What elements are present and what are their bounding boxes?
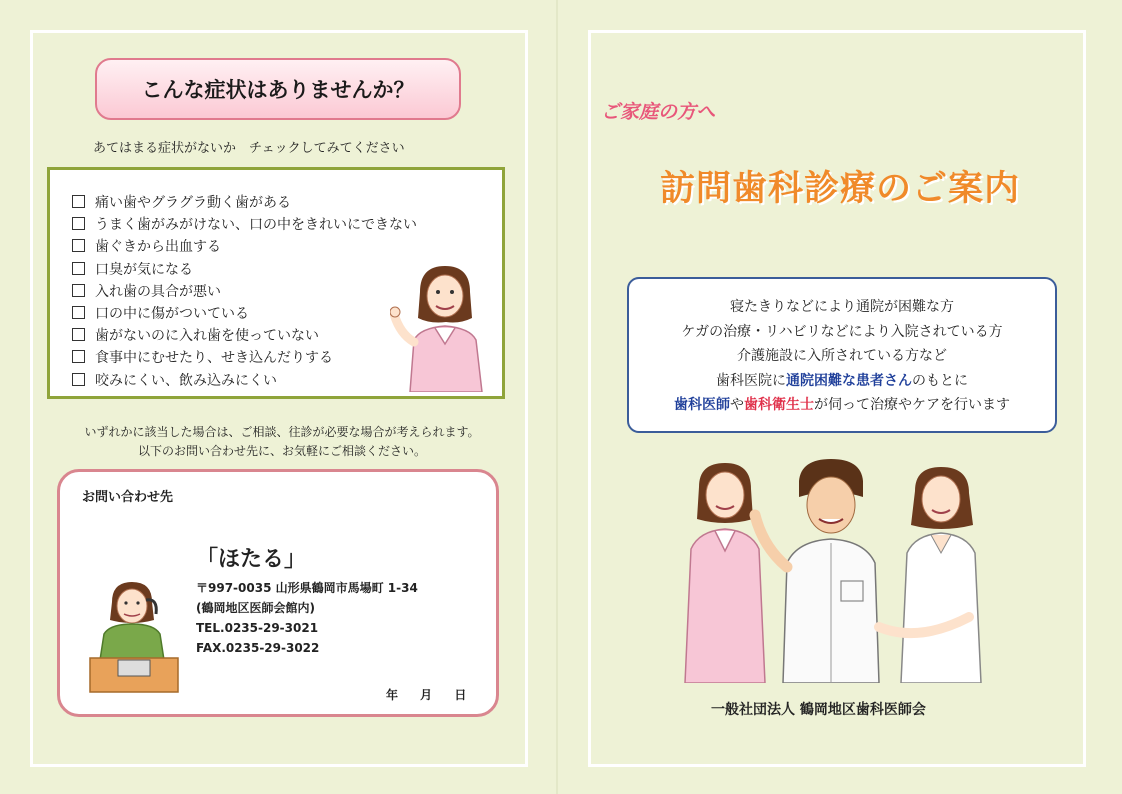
symptom-checklist [72, 192, 417, 392]
info-line: 寝たきりなどにより通院が困難な方 [730, 299, 954, 315]
symptom-title: こんな症状はありませんか？ [95, 58, 461, 120]
phone-operator-illustration [88, 580, 183, 695]
checkbox-icon[interactable] [72, 306, 85, 319]
contact-label: お問い合わせ先 [82, 490, 174, 505]
checkbox-icon[interactable] [72, 262, 85, 275]
contact-name: 「ほたる」 [196, 547, 307, 572]
checklist-item[interactable]: 口の中に傷がついている [72, 303, 417, 325]
checkbox-icon[interactable] [72, 350, 85, 363]
info-line: ケガの治療・リハビリなどにより入院されている方 [681, 323, 1003, 340]
checklist-item[interactable]: 咬みにくい、飲み込みにくい [72, 370, 417, 392]
checkbox-icon[interactable] [72, 328, 85, 341]
contact-fax: FAX.0235-29-3022 [196, 641, 320, 655]
emphasis-hygienist: 歯科衛生士 [744, 397, 814, 413]
target-patients-box [627, 277, 1057, 433]
checkbox-icon[interactable] [72, 373, 85, 386]
info-line: 歯科医院に通院困難な患者さんのもとに [716, 372, 968, 389]
checklist-item[interactable]: 口臭が気になる [72, 259, 417, 281]
left-panel [30, 30, 528, 767]
notice-line-2: 以下のお問い合わせ先に、お気軽にご相談ください。 [137, 444, 426, 458]
checklist-item[interactable]: 痛い歯やグラグラ動く歯がある [72, 192, 417, 214]
notice-line-1: いずれかに該当した場合は、ご相談、往診が必要な場合が考えられます。 [84, 425, 480, 439]
checkbox-icon[interactable] [72, 284, 85, 297]
checklist-item[interactable]: うまく歯がみがけない、口の中をきれいにできない [72, 214, 417, 236]
pointing-nurse-illustration [390, 262, 500, 392]
contact-address: 〒997-0035 山形県鶴岡市馬場町 1-34 [196, 581, 418, 595]
info-line: 歯科医師や歯科衛生士が伺って治療やケアを行います [674, 397, 1010, 413]
checklist-item[interactable]: 歯ぐきから出血する [72, 236, 417, 258]
checklist-item[interactable]: 歯がないのに入れ歯を使っていない [72, 325, 417, 347]
checkbox-icon[interactable] [72, 217, 85, 230]
checkbox-icon[interactable] [72, 195, 85, 208]
checklist-item[interactable]: 入れ歯の具合が悪い [72, 281, 417, 303]
info-line: 介護施設に入所されている方など [737, 348, 947, 364]
fold-line [556, 0, 558, 794]
right-panel [588, 30, 1086, 767]
contact-tel[interactable]: TEL.0235-29-3021 [196, 621, 319, 635]
emphasis-dentist: 歯科医師 [674, 397, 730, 413]
dental-staff-illustration [679, 457, 1009, 683]
checkbox-icon[interactable] [72, 239, 85, 252]
contact-details [196, 578, 418, 658]
checklist-item[interactable]: 食事中にむせたり、せき込んだりする [72, 347, 417, 369]
organization-name: 一般社団法人 鶴岡地区歯科医師会 [711, 702, 926, 718]
contact-box [57, 469, 499, 717]
date-line: 年 月 日 [386, 688, 467, 702]
contact-building: (鶴岡地区医師会館内) [196, 601, 315, 615]
main-title: 訪問歯科診療のご案内 [659, 169, 1020, 209]
symptom-checklist-box [47, 167, 505, 399]
to-family-heading: ご家庭の方へ [601, 101, 716, 123]
emphasis-patients: 通院困難な患者さん [786, 372, 912, 389]
check-intro: あてはまる症状がないか チェックしてみてください [93, 141, 405, 156]
